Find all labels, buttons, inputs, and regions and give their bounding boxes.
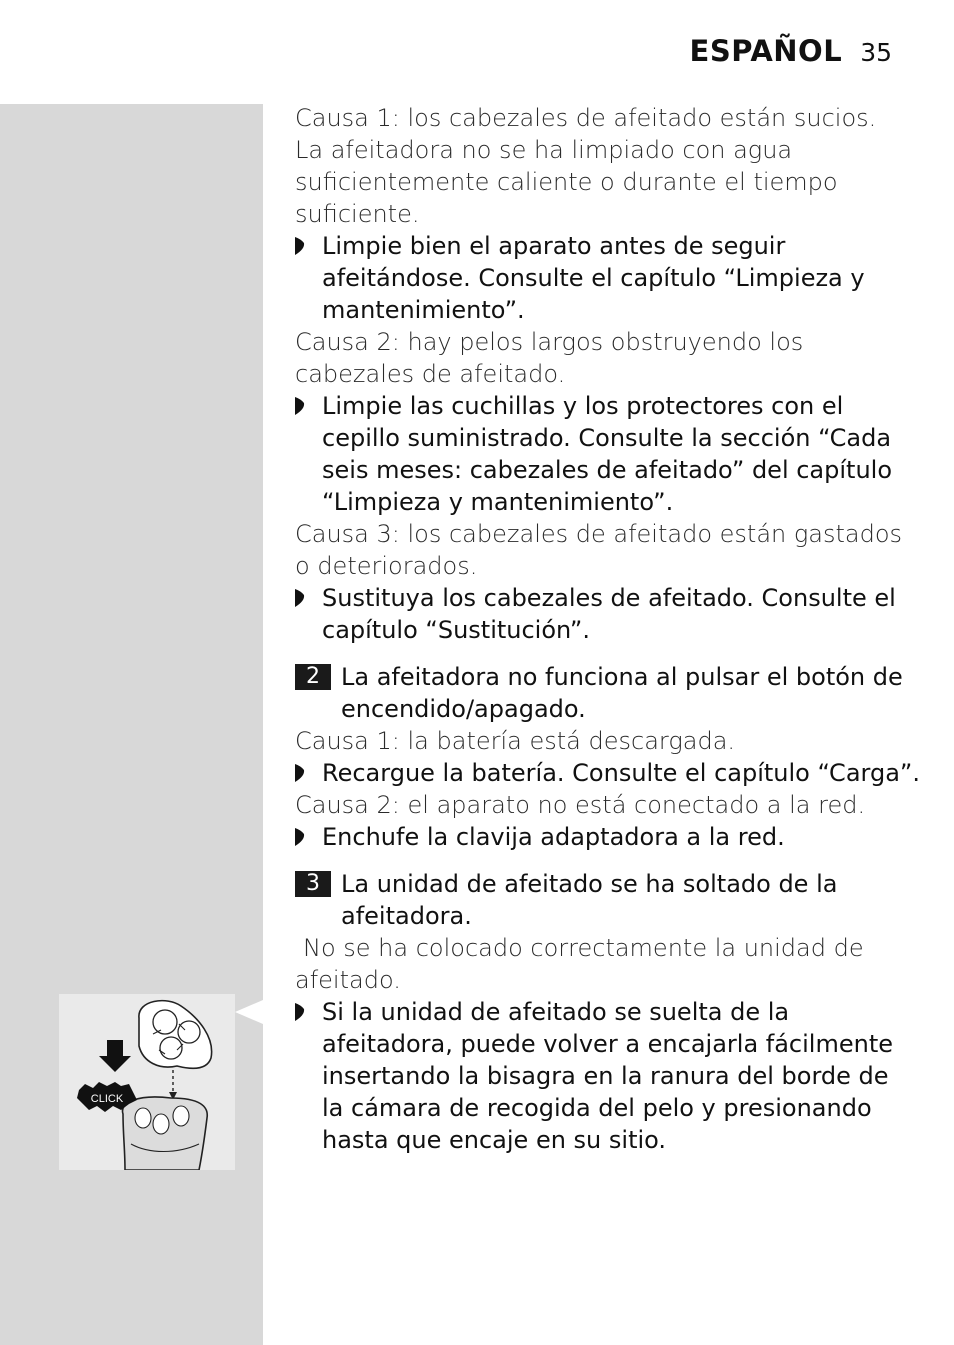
instruction-item	[295, 230, 905, 326]
instruction-text: Limpie las cuchillas y los protectores con el cepillo suministrado. Consulte la sección “Cada seis meses: cabezales de afeitado” del capítulo “Limpieza y mantenimiento”.	[322, 392, 893, 516]
bullet-arrow-icon	[295, 764, 305, 782]
shaving-unit-illustration	[59, 994, 235, 1170]
problem-heading	[295, 868, 905, 932]
cause-text: Causa 2: hay pelos largos obstruyendo los cabezales de afeitado.	[295, 328, 804, 388]
instruction-text: Recargue la batería. Consulte el capítulo “Carga”.	[322, 759, 920, 787]
instruction-text: Limpie bien el aparato antes de seguir afeitándose. Consulte el capítulo “Limpieza y mantenimiento”.	[322, 232, 865, 324]
problem-text: La unidad de afeitado se ha soltado de la afeitadora.	[341, 870, 838, 930]
instruction-item	[295, 996, 905, 1156]
bullet-arrow-icon	[295, 1003, 305, 1021]
cause-text: Causa 1: los cabezales de afeitado están sucios. La afeitadora no se ha limpiado con agua suficientemente caliente o durante el tiempo suficiente.	[295, 104, 877, 228]
bullet-arrow-icon	[295, 237, 305, 255]
instruction-text: Sustituya los cabezales de afeitado. Consulte el capítulo “Sustitución”.	[322, 584, 896, 644]
page-number: 35	[860, 38, 892, 67]
problem-number-badge: 2	[295, 664, 331, 690]
problem-number-badge: 3	[295, 871, 331, 897]
bullet-arrow-icon	[295, 589, 305, 607]
problem-text: La afeitadora no funciona al pulsar el botón de encendido/apagado.	[341, 663, 903, 723]
language-title: ESPAÑOL	[689, 34, 843, 68]
instruction-text: Enchufe la clavija adaptadora a la red.	[322, 823, 785, 851]
cause-text: Causa 3: los cabezales de afeitado están gastados o deteriorados.	[295, 520, 903, 580]
cause-text: Causa 1: la batería está descargada.	[295, 727, 736, 755]
bullet-arrow-icon	[295, 397, 305, 415]
instruction-item	[295, 821, 905, 853]
click-label: CLICK	[90, 1093, 124, 1105]
instruction-item	[295, 390, 905, 518]
shaver-reattach-icon	[59, 994, 235, 1170]
instruction-item	[295, 582, 905, 646]
instruction-item	[295, 757, 920, 789]
page-header	[690, 34, 892, 68]
instruction-text: Si la unidad de afeitado se suelta de la afeitadora, puede volver a encajarla fácilmente insertando la bisagra en la ranura del borde de la cámara de recogida del pelo y presionando hasta que encaje en su sitio.	[322, 998, 893, 1154]
main-content	[295, 102, 920, 1156]
cause-text: Causa 2: el aparato no está conectado a la red.	[295, 791, 866, 819]
problem-heading	[295, 661, 905, 725]
bullet-arrow-icon	[295, 828, 305, 846]
figure-pointer	[235, 1000, 263, 1024]
cause-text: No se ha colocado correctamente la unidad de afeitado.	[295, 934, 864, 994]
